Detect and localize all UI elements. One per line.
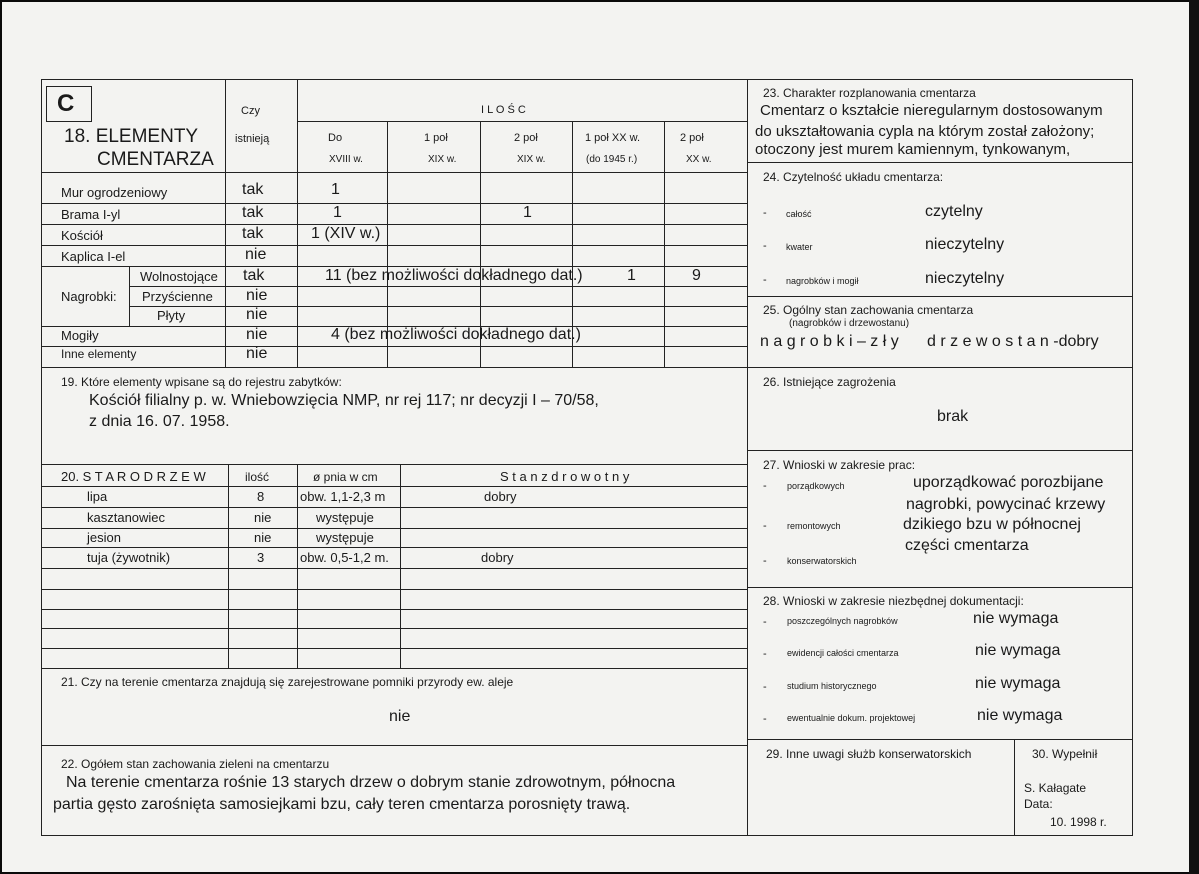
row-exists-kosciol: tak: [242, 225, 264, 242]
col-header-do-2: XVIII w.: [329, 154, 363, 165]
s18-title-2: CMENTARZA: [97, 149, 214, 170]
row-note-wolnostojace: 11 (bez możliwości dokładnego dat.): [325, 267, 583, 284]
row-exists-wolnostojace: tak: [243, 267, 265, 284]
row-do18-brama: 1: [333, 204, 342, 221]
s21-title: 21. Czy na terenie cmentarza znajdują się zarejestrowane pomniki przyrody ew. aleje: [61, 675, 514, 689]
s20-title: 20. S T A R O D R Z E W: [61, 469, 206, 484]
s27-text-4: części cmentarza: [905, 537, 1029, 554]
czy-header-1: Czy: [241, 105, 260, 117]
s19-line-1: Kościół filialny p. w. Wniebowzięcia NMP, nr rej 117; nr decyzji I – 70/58,: [89, 392, 599, 409]
s27-label-konserwatorskich: konserwatorskich: [787, 556, 857, 566]
s27-title: 27. Wnioski w zakresie prac:: [763, 458, 916, 472]
col-header-p19b-2: XIX w.: [517, 154, 546, 165]
s27-text-3: dzikiego bzu w północnej: [903, 516, 1081, 533]
col-header-p20b-1: 2 poł: [680, 132, 704, 144]
s25-right: d r z e w o s t a n -dobry: [927, 333, 1099, 350]
ilosc-header: I L O Ś C: [481, 104, 526, 116]
tree-stan-lipa: dobry: [484, 489, 517, 504]
s23-line-3: otoczony jest murem kamiennym, tynkowanym,: [755, 141, 1071, 158]
tree-name-lipa: lipa: [87, 489, 108, 504]
s26-answer: brak: [937, 408, 969, 425]
s27-dash-3: -: [763, 555, 767, 567]
col-header-p20b-2: XX w.: [686, 154, 712, 165]
nagrobki-label: Nagrobki:: [61, 289, 117, 304]
row-exists-mur: tak: [242, 181, 264, 198]
col-header-p20a-1: 1 poł XX w.: [585, 132, 641, 144]
s29-title: 29. Inne uwagi służb konserwatorskich: [766, 747, 972, 761]
s28-label-4: ewentualnie dokum. projektowej: [787, 713, 916, 723]
s25-left: n a g r o b k i – z ł y: [760, 333, 899, 350]
s27-dash-1: -: [763, 480, 767, 492]
czy-header-2: istnieją: [235, 133, 270, 145]
s28-value-4: nie wymaga: [977, 707, 1063, 724]
s20-header-pnia: ø pnia w cm: [313, 470, 378, 484]
s27-label-remontowych: remontowych: [787, 521, 841, 531]
row-label-plyty: Płyty: [157, 308, 186, 323]
row-label-mogily: Mogiły: [61, 328, 99, 343]
s30-title: 30. Wypełnił: [1032, 747, 1098, 761]
s23-line-2: do ukształtowania cypla na którym został założony;: [755, 123, 1095, 140]
s28-label-2: ewidencji całości cmentarza: [787, 648, 899, 658]
s28-dash-3: -: [763, 681, 767, 693]
s28-dash-1: -: [763, 616, 767, 628]
row-do18-kosciol: 1 (XIV w.): [311, 225, 381, 242]
s28-label-3: studium historycznego: [787, 681, 877, 691]
s25-sub: (nagrobków i drzewostanu): [789, 318, 910, 329]
tree-pnia-jesion: występuje: [316, 530, 374, 545]
tree-name-kasztanowiec: kasztanowiec: [87, 510, 166, 525]
s19-line-2: z dnia 16. 07. 1958.: [89, 413, 230, 430]
row-label-inne: Inne elementy: [61, 347, 137, 361]
s22-line-1: Na terenie cmentarza rośnie 13 starych drzew o dobrym stanie zdrowotnym, północna: [66, 774, 676, 791]
row-note-mogily: 4 (bez możliwości dokładnego dat.): [331, 326, 581, 343]
row-p20b-wolnostojace: 9: [692, 267, 701, 284]
row-exists-przyscienne: nie: [246, 287, 268, 304]
row-exists-inne: nie: [246, 345, 268, 362]
s28-value-3: nie wymaga: [975, 675, 1061, 692]
s24-value-nagrobkow: nieczytelny: [925, 270, 1005, 287]
s27-text-2: nagrobki, powycinać krzewy: [906, 496, 1106, 513]
col-header-do-1: Do: [328, 132, 343, 144]
s27-dash-2: -: [763, 520, 767, 532]
tree-stan-tuja: dobry: [481, 550, 514, 565]
s24-label-nagrobkow: nagrobków i mogił: [786, 276, 859, 286]
s24-label-kwater: kwater: [786, 242, 813, 252]
col-header-p19a-1: 1 poł: [424, 132, 448, 144]
s22-title: 22. Ogółem stan zachowania zieleni na cmentarzu: [61, 757, 330, 771]
tree-pnia-lipa: obw. 1,1-2,3 m: [300, 489, 386, 504]
tree-pnia-tuja: obw. 0,5-1,2 m.: [300, 550, 389, 565]
s28-dash-2: -: [763, 648, 767, 660]
col-header-p19a-2: XIX w.: [428, 154, 457, 165]
s26-title: 26. Istniejące zagrożenia: [763, 375, 896, 389]
s28-title: 28. Wnioski w zakresie niezbędnej dokumentacji:: [763, 594, 1024, 608]
row-label-kosciol: Kościół: [61, 228, 103, 243]
s20-header-stan: S t a n z d r o w o t n y: [500, 469, 630, 484]
tree-name-tuja: tuja (żywotnik): [87, 550, 171, 565]
s18-title-1: 18. ELEMENTY: [64, 126, 199, 147]
tree-qty-lipa: 8: [257, 489, 265, 504]
s28-label-1: poszczególnych nagrobków: [787, 616, 898, 626]
row-exists-brama: tak: [242, 204, 264, 221]
s25-title: 25. Ogólny stan zachowania cmentarza: [763, 303, 974, 317]
scan-edge: [1189, 0, 1199, 874]
row-exists-kaplica: nie: [245, 246, 267, 263]
s24-dash-2: -: [763, 240, 767, 252]
s28-dash-4: -: [763, 713, 767, 725]
s30-data-label: Data:: [1024, 797, 1053, 811]
s27-label-porzadkowych: porządkowych: [787, 481, 845, 491]
row-exists-plyty: nie: [246, 306, 268, 323]
s24-title: 24. Czytelność układu cmentarza:: [763, 170, 944, 184]
s24-dash-3: -: [763, 274, 767, 286]
tree-qty-jesion: nie: [254, 530, 272, 545]
row-label-brama: Brama I-yl: [61, 207, 121, 222]
tree-qty-tuja: 3: [257, 550, 265, 565]
s23-line-1: Cmentarz o kształcie nieregularnym dostosowanym: [760, 102, 1103, 119]
s21-answer: nie: [389, 708, 411, 725]
row-p19b-brama: 1: [523, 204, 532, 221]
tree-name-jesion: jesion: [87, 530, 121, 545]
s24-dash-1: -: [763, 207, 767, 219]
s30-date: 10. 1998 r.: [1050, 815, 1107, 829]
s28-value-1: nie wymaga: [973, 610, 1059, 627]
s30-name: S. Kałagate: [1024, 781, 1087, 795]
s24-value-kwater: nieczytelny: [925, 236, 1005, 253]
row-do18-mur: 1: [331, 181, 340, 198]
row-label-wolnostojace: Wolnostojące: [140, 269, 218, 284]
row-label-kaplica: Kaplica I-el: [61, 249, 126, 264]
col-header-p19b-1: 2 poł: [514, 132, 538, 144]
s24-label-calosc: całość: [786, 209, 812, 219]
row-label-mur: Mur ogrodzeniowy: [61, 185, 168, 200]
s27-text-1: uporządkować porozbijane: [913, 474, 1104, 491]
section-letter: C: [57, 90, 75, 117]
row-p20a-wolnostojace: 1: [627, 267, 636, 284]
s19-title: 19. Które elementy wpisane są do rejestru zabytków:: [61, 375, 342, 389]
s23-title: 23. Charakter rozplanowania cmentarza: [763, 86, 976, 100]
col-header-p20a-2: (do 1945 r.): [586, 154, 638, 165]
row-exists-mogily: nie: [246, 326, 268, 343]
s24-value-calosc: czytelny: [925, 203, 983, 220]
tree-pnia-kasztanowiec: występuje: [316, 510, 374, 525]
s20-header-ilosc: ilość: [245, 470, 270, 484]
s28-value-2: nie wymaga: [975, 642, 1061, 659]
s22-line-2: partia gęsto zarośnięta samosiejkami bzu, cały teren cmentarza porosnięty trawą.: [53, 796, 631, 813]
row-label-przyscienne: Przyścienne: [142, 289, 213, 304]
tree-qty-kasztanowiec: nie: [254, 510, 272, 525]
